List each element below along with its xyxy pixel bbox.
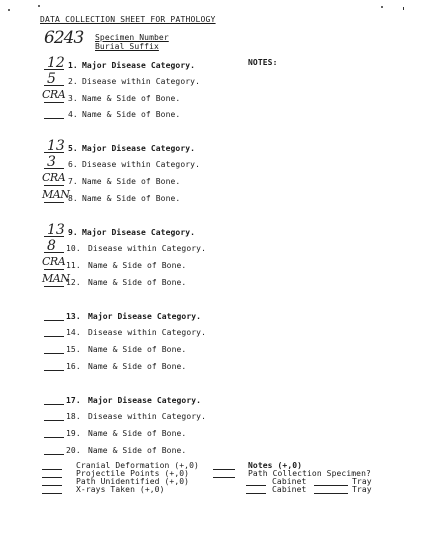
handwritten-value: CRA	[42, 255, 66, 268]
handwritten-value: 12	[47, 55, 65, 71]
answer-blank[interactable]	[44, 370, 64, 371]
item-label: Name & Side of Bone.	[82, 110, 181, 119]
item-label: Disease within Category.	[82, 160, 200, 169]
handwritten-value: 5	[47, 71, 56, 87]
tray-label: Tray	[352, 485, 372, 494]
answer-blank[interactable]	[44, 454, 64, 455]
answer-blank[interactable]	[44, 102, 64, 103]
item-number: 17.	[66, 396, 81, 405]
item-label: Name & Side of Bone.	[82, 94, 181, 103]
item-label: Disease within Category.	[88, 412, 206, 421]
specimen-number-handwritten: 6243	[44, 28, 84, 48]
footer-left-label: Projectile Points (+,0)	[76, 469, 190, 478]
item-number: 12.	[66, 278, 81, 287]
answer-blank[interactable]	[44, 269, 64, 270]
scan-speck	[403, 7, 404, 10]
item-number: 7.	[68, 177, 78, 186]
item-number: 13.	[66, 312, 81, 321]
handwritten-value: 3	[47, 154, 56, 170]
item-label: Name & Side of Bone.	[88, 429, 187, 438]
answer-blank[interactable]	[44, 320, 64, 321]
item-number: 11.	[66, 261, 81, 270]
handwritten-value: 13	[47, 138, 65, 154]
answer-blank[interactable]	[44, 185, 64, 186]
item-label: Major Disease Category.	[88, 312, 202, 321]
handwritten-value: CRA	[42, 171, 66, 184]
answer-blank[interactable]	[44, 353, 64, 354]
footer-blank[interactable]	[213, 477, 235, 478]
item-number: 18.	[66, 412, 81, 421]
answer-blank[interactable]	[44, 202, 64, 203]
answer-blank[interactable]	[44, 420, 64, 421]
item-label: Major Disease Category.	[82, 228, 196, 237]
cabinet-label: Cabinet	[272, 477, 307, 486]
item-label: Name & Side of Bone.	[88, 278, 187, 287]
tray-label: Tray	[352, 477, 372, 486]
item-number: 9.	[68, 228, 78, 237]
item-label: Name & Side of Bone.	[82, 194, 181, 203]
item-number: 15.	[66, 345, 81, 354]
item-label: Disease within Category.	[88, 328, 206, 337]
item-number: 16.	[66, 362, 81, 371]
footer-blank[interactable]	[42, 485, 62, 486]
item-label: Name & Side of Bone.	[88, 261, 187, 270]
footer-left-label: Path Unidentified (+,0)	[76, 477, 190, 486]
handwritten-value: MAN	[42, 272, 70, 285]
answer-blank[interactable]	[44, 286, 64, 287]
item-number: 8.	[68, 194, 78, 203]
item-number: 3.	[68, 94, 78, 103]
burial-suffix-label: Burial Suffix	[95, 42, 159, 51]
item-number: 4.	[68, 110, 78, 119]
tray-blank[interactable]	[314, 493, 348, 494]
page-title: DATA COLLECTION SHEET FOR PATHOLOGY	[40, 15, 216, 24]
cabinet-blank[interactable]	[246, 493, 266, 494]
handwritten-value: 13	[47, 222, 65, 238]
specimen-number-label: Specimen Number	[95, 33, 169, 42]
footer-blank[interactable]	[42, 477, 62, 478]
item-label: Major Disease Category.	[82, 61, 196, 70]
notes-label: NOTES:	[248, 58, 278, 67]
item-label: Name & Side of Bone.	[82, 177, 181, 186]
item-number: 20.	[66, 446, 81, 455]
footer-blank[interactable]	[42, 493, 62, 494]
footer-blank[interactable]	[213, 469, 235, 470]
scan-speck	[38, 5, 40, 7]
footer-path-collection-label: Path Collection Specimen?	[248, 469, 371, 478]
item-number: 2.	[68, 77, 78, 86]
handwritten-value: 8	[47, 238, 56, 254]
footer-notes-label: Notes (+,0)	[248, 461, 303, 470]
cabinet-blank[interactable]	[246, 485, 266, 486]
answer-blank[interactable]	[44, 404, 64, 405]
item-number: 10.	[66, 244, 81, 253]
item-label: Major Disease Category.	[88, 396, 202, 405]
item-number: 1.	[68, 61, 78, 70]
handwritten-value: MAN	[42, 188, 70, 201]
item-label: Major Disease Category.	[82, 144, 196, 153]
answer-blank[interactable]	[44, 118, 64, 119]
footer-blank[interactable]	[42, 469, 62, 470]
item-label: Disease within Category.	[88, 244, 206, 253]
item-label: Name & Side of Bone.	[88, 446, 187, 455]
scan-speck	[381, 6, 383, 8]
footer-left-label: X-rays Taken (+,0)	[76, 485, 165, 494]
tray-blank[interactable]	[314, 485, 348, 486]
handwritten-value: CRA	[42, 88, 66, 101]
item-number: 6.	[68, 160, 78, 169]
item-label: Name & Side of Bone.	[88, 362, 187, 371]
footer-left-label: Cranial Deformation (+,0)	[76, 461, 199, 470]
cabinet-label: Cabinet	[272, 485, 307, 494]
item-number: 14.	[66, 328, 81, 337]
item-label: Name & Side of Bone.	[88, 345, 187, 354]
answer-blank[interactable]	[44, 336, 64, 337]
item-number: 5.	[68, 144, 78, 153]
item-number: 19.	[66, 429, 81, 438]
answer-blank[interactable]	[44, 437, 64, 438]
scan-speck	[8, 9, 10, 11]
item-label: Disease within Category.	[82, 77, 200, 86]
